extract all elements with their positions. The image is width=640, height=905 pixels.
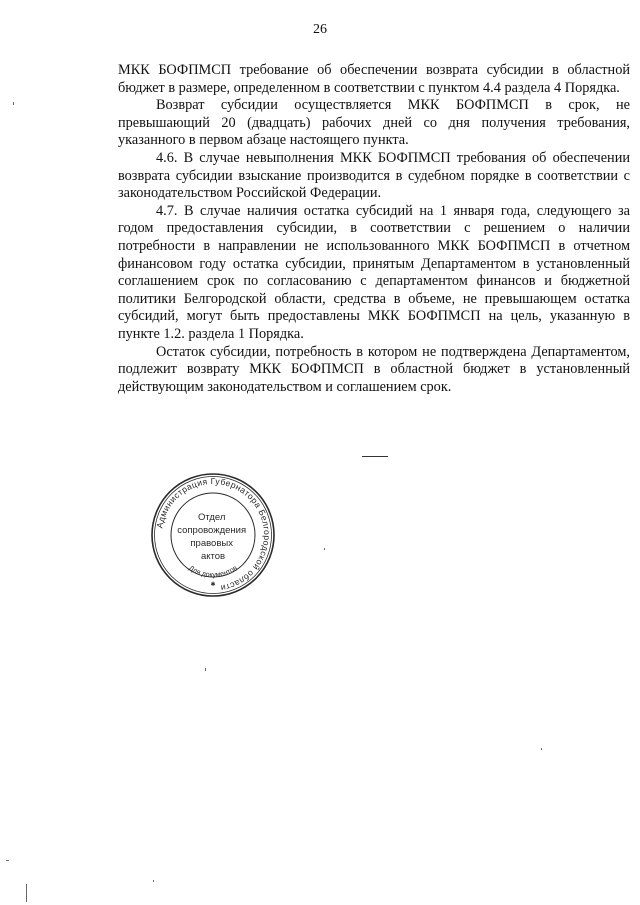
scan-speck	[13, 102, 14, 105]
stamp-inner-arc-text: Для документов	[187, 564, 239, 579]
page-number: 26	[313, 22, 327, 37]
stamp-line-2: сопровождения	[177, 525, 247, 536]
scan-edge-mark	[26, 884, 27, 902]
svg-text:Отдел сопровождения	[177, 512, 249, 562]
scan-speck	[153, 880, 154, 882]
paragraph-remainder: Остаток субсидии, потребность в котором не подтверждена Департаментом, подлежит возврату МКК БОФПМСП в областной бюджет в установленный действующим законодательством и соглашением срок.	[118, 343, 630, 395]
stamp-line-1: Отдел	[197, 512, 226, 523]
stamp-line-3: правовых	[190, 538, 233, 549]
scan-speck	[541, 748, 542, 750]
document-body	[118, 62, 630, 396]
stamp-line-4: актов	[200, 551, 226, 562]
scan-speck	[324, 548, 325, 550]
paragraph-continuation: МКК БОФПМСП требование об обеспечении возврата субсидии в областной бюджет в размере, определенном в соответствии с пунктом 4.4 раздела 4 Порядка.	[118, 62, 630, 96]
scan-speck	[205, 668, 206, 671]
closing-divider	[362, 456, 388, 457]
official-stamp	[150, 472, 276, 598]
paragraph-return-subsidy: Возврат субсидии осуществляется МКК БОФПМСП в срок, не превышающий 20 (двадцать) рабочих дней со дня получения требования, указанного в первом абзаце настоящего пункта.	[118, 97, 630, 149]
paragraph-4-7: 4.7. В случае наличия остатка субсидий на 1 января года, следующего за годом предоставления субсидии, в соответствии с решением о наличии потребности в направлении не использованного МКК БОФПМСП в отчетном финансовом году остатка субсидии, принятым Департаментом в установленный соглашением срок по согласованию с департаментом финансов и бюджетной политики Белгородской области, средства в объеме, не превышающем остатка субсидий, могут быть предоставлены МКК БОФПМСП на цель, указанную в пункте 1.2. раздела 1 Порядка.	[118, 202, 630, 342]
stamp-outer-text: Администрация Губернатора Белгородской области	[154, 475, 273, 594]
paragraph-4-6: 4.6. В случае невыполнения МКК БОФПМСП требования об обеспечении возврата субсидии взыскание производится в судебном порядке в соответствии с законодательством Российской Федерации.	[118, 149, 630, 202]
scan-speck	[6, 860, 9, 861]
stamp-star-mark: ✱	[210, 582, 216, 588]
